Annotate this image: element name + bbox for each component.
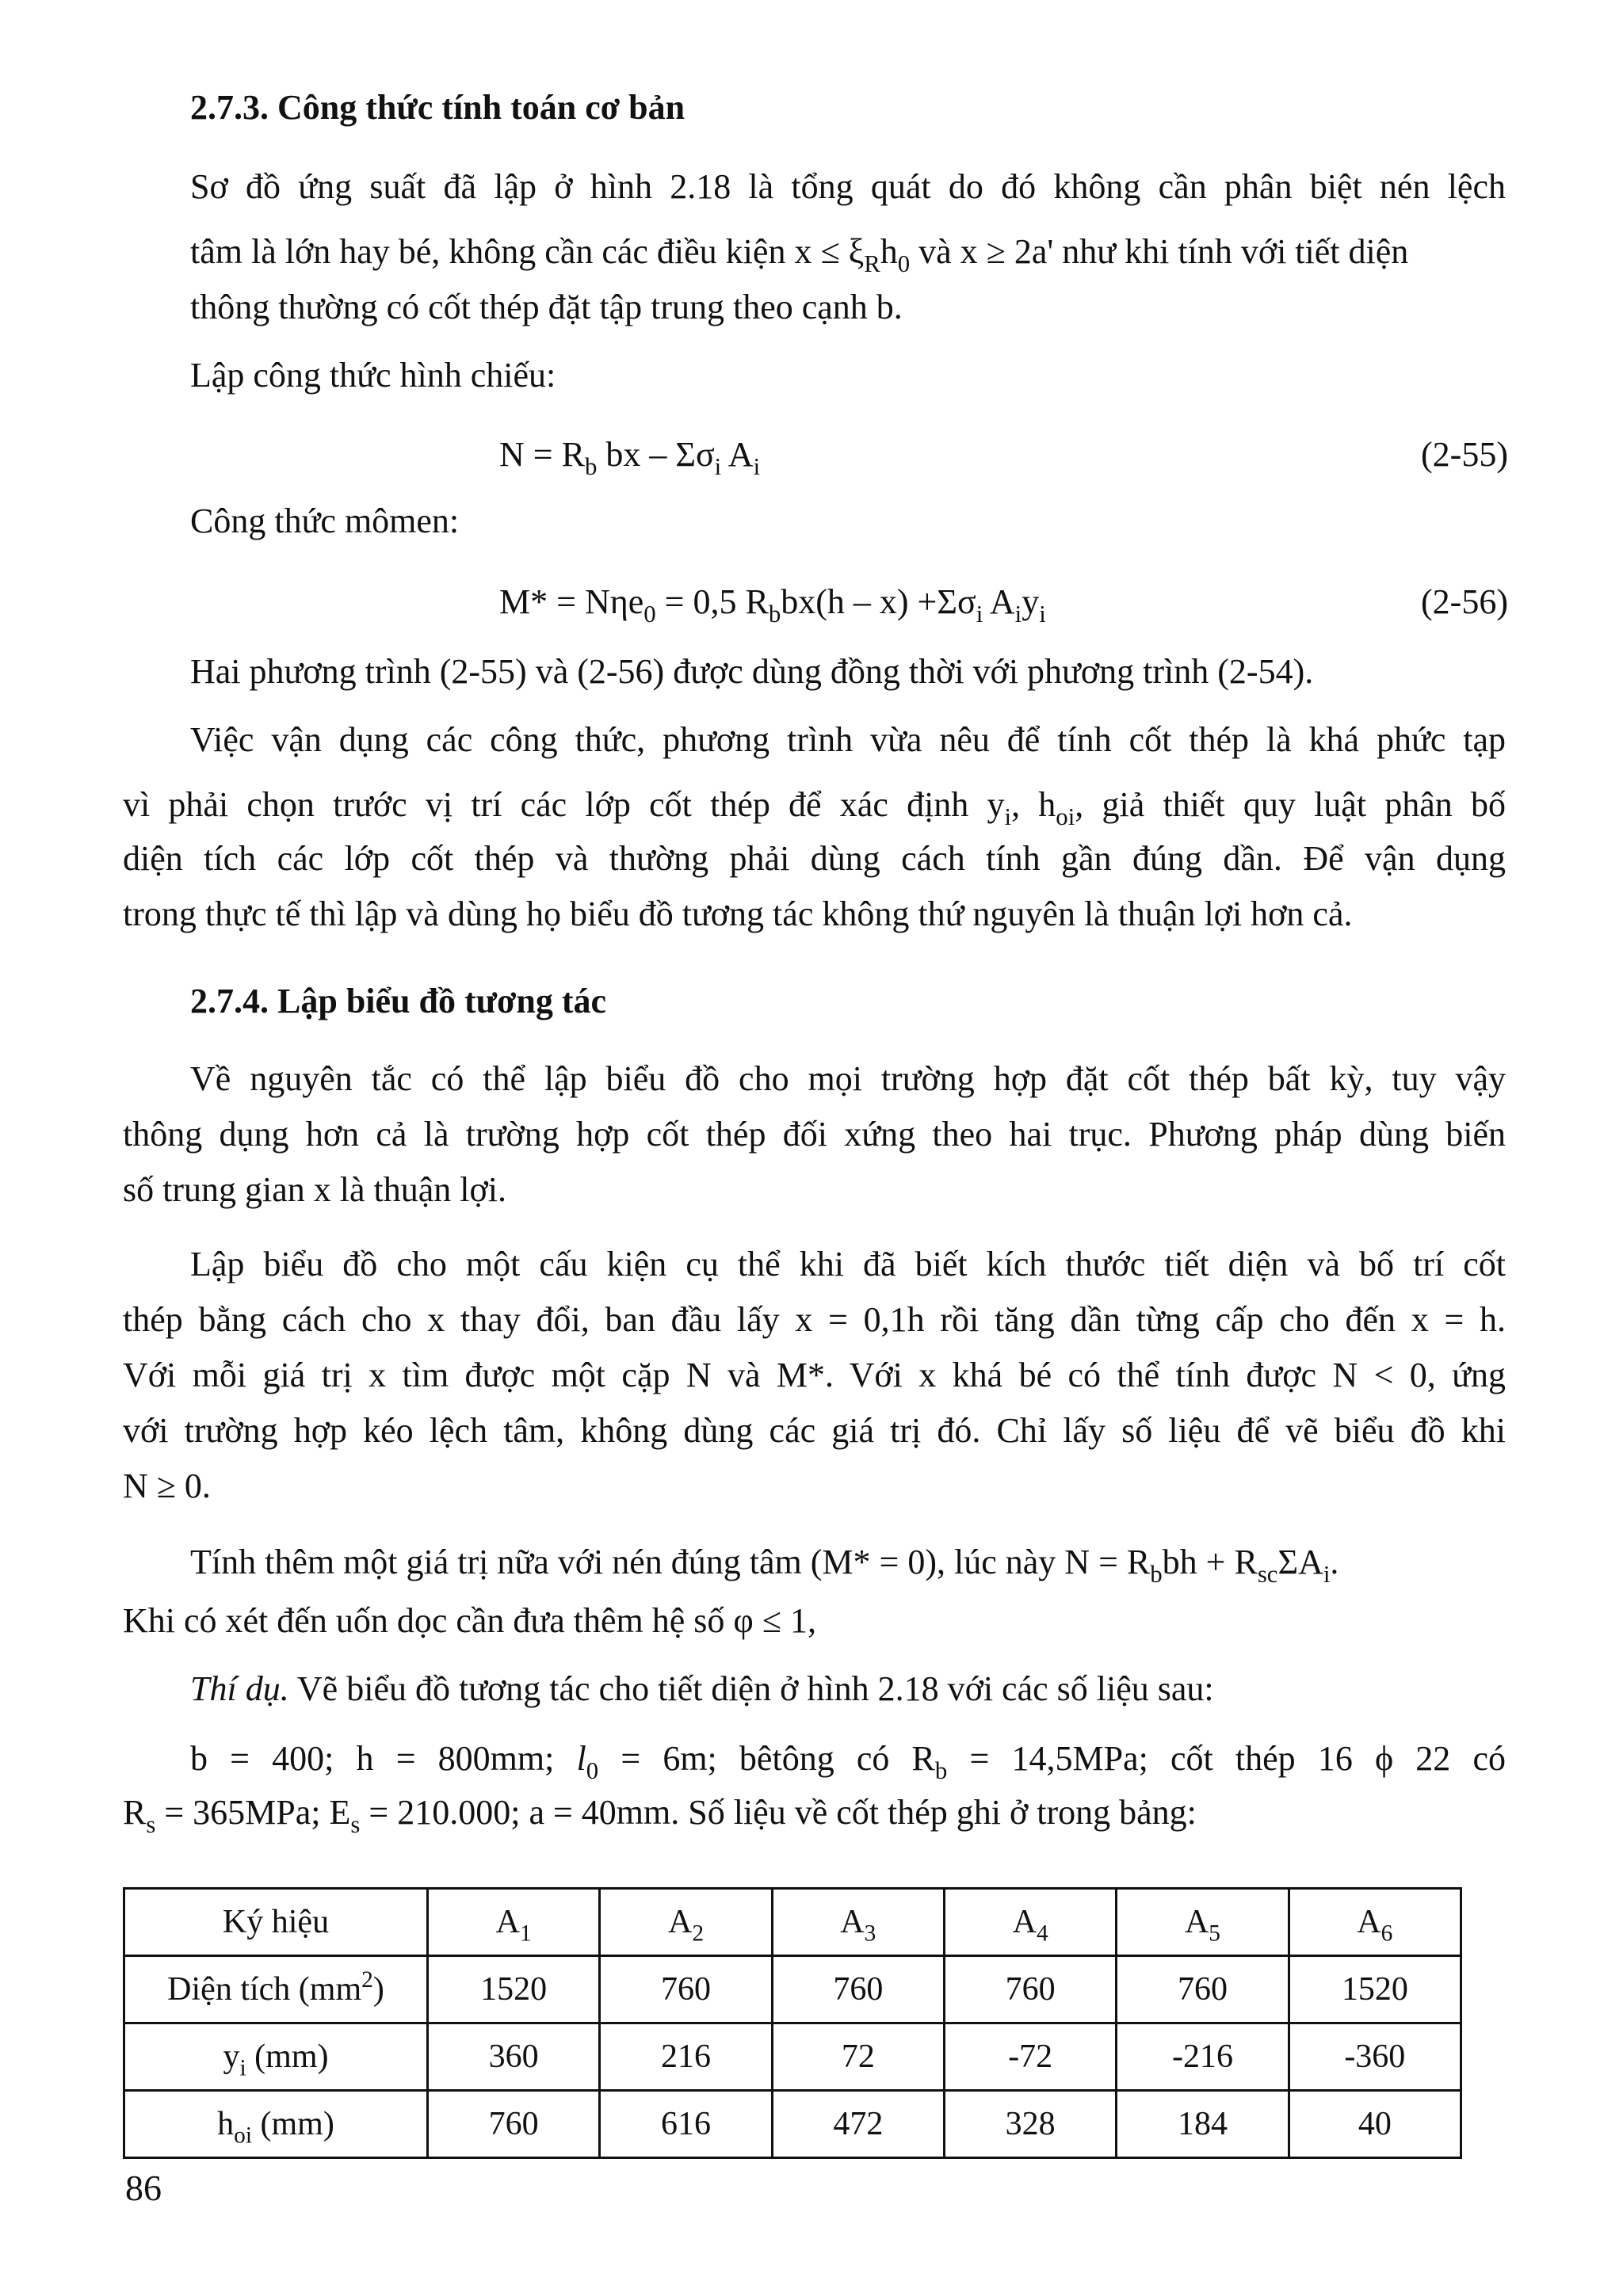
table-cell: $A_3$: [772, 1889, 944, 1956]
paragraph-simultaneous: Hai phương trình (2-55) và (2-56) được dùng đồng thời với phương trình (2-54).: [190, 652, 1314, 691]
paragraph-line: Sơ đồ ứng suất đã lập ở hình 2.18 là tổng quát do đó không cần phân biệt nén lệch: [190, 167, 1506, 206]
section-heading-2-7-3: 2.7.3. Công thức tính toán cơ bản: [190, 88, 685, 127]
equation-2-55: $N = R_b$ bx – $\Sigma\sigma_i$ $A_i$: [499, 435, 761, 480]
table-row: [124, 1889, 1461, 1956]
table-cell: 72: [772, 2023, 944, 2091]
table-cell: 760: [1117, 1956, 1289, 2023]
table-row: [124, 2023, 1461, 2091]
table-cell: 616: [600, 2091, 772, 2158]
paragraph-line: tâm là lớn hay bé, không cần các điều kiện $x \le \xi_Rh_0$ và x ≥ 2a' như khi tính với tiết diện: [190, 232, 1409, 277]
paragraph-line: N ≥ 0.: [123, 1466, 211, 1505]
paragraph-line: Với mỗi giá trị x tìm được một cặp N và M*. Với x khá bé có thể tính được N < 0, ứng: [123, 1356, 1506, 1394]
table-cell: 360: [428, 2023, 600, 2091]
paragraph-line: với trường hợp kéo lệch tâm, không dùng các giá trị đó. Chỉ lấy số liệu để vẽ biểu đồ khi: [123, 1411, 1506, 1450]
table-cell: $A_4$: [944, 1889, 1116, 1956]
paragraph-line: thông thường có cốt thép đặt tập trung theo cạnh b.: [190, 288, 903, 326]
table-cell: 760: [944, 1956, 1116, 2023]
row-header: Diện tích $(mm^2)$: [124, 1956, 428, 2023]
table-cell: 760: [428, 2091, 600, 2158]
table-cell: -72: [944, 2023, 1116, 2091]
table-cell: $A_1$: [428, 1889, 600, 1956]
paragraph-line: số trung gian x là thuận lợi.: [123, 1170, 506, 1209]
table-cell: 216: [600, 2023, 772, 2091]
reinforcement-table: [123, 1887, 1462, 2159]
equation-number: (2-55): [1421, 435, 1508, 474]
paragraph-line: Về nguyên tắc có thể lập biểu đồ cho mọi trường hợp đặt cốt thép bất kỳ, tuy vậy: [190, 1059, 1506, 1098]
paragraph-line: Tính thêm một giá trị nữa với nén đúng tâm (M* = 0), lúc này $N = R_bbh + R_{sc}\Sigma A_i$.: [190, 1543, 1339, 1588]
table-cell: 760: [600, 1956, 772, 2023]
table-cell: 1520: [428, 1956, 600, 2023]
paragraph-line: vì phải chọn trước vị trí các lớp cốt thép để xác định $y_i$, $h_{oi}$, giả thiết quy luật phân bố: [123, 785, 1507, 830]
projection-intro: Lập công thức hình chiếu:: [190, 356, 556, 395]
equation-number: (2-56): [1421, 582, 1508, 621]
example-intro: Thí dụ. Vẽ biểu đồ tương tác cho tiết diện ở hình 2.18 với các số liệu sau:: [190, 1669, 1214, 1708]
equation-2-56: M* = Nηe$_0$ = 0,5 $R_bbx(h - x) +\Sigma\sigma_i$ $A_iy_i$: [499, 582, 1046, 627]
page-number: 86: [125, 2168, 162, 2208]
table-cell: 40: [1289, 2091, 1461, 2158]
paragraph-line: Việc vận dụng các công thức, phương trình vừa nêu để tính cốt thép là khá phức tạp: [190, 720, 1506, 759]
paragraph-line: trong thực tế thì lập và dùng họ biểu đồ tương tác không thứ nguyên là thuận lợi hơn cả.: [123, 894, 1353, 933]
section-heading-2-7-4: 2.7.4. Lập biểu đồ tương tác: [190, 982, 607, 1020]
paragraph-line: Khi có xét đến uốn dọc cần đưa thêm hệ số φ ≤ 1,: [123, 1601, 816, 1640]
table-row: [124, 2091, 1461, 2158]
example-line: $R_s = 365MPa$; $E_s = 210.000$; a = 40mm. Số liệu về cốt thép ghi ở trong bảng:: [123, 1793, 1197, 1838]
table-cell: -216: [1117, 2023, 1289, 2091]
row-header: $h_{oi}$ (mm): [124, 2091, 428, 2158]
table-cell: 184: [1117, 2091, 1289, 2158]
moment-intro: Công thức mômen:: [190, 502, 460, 540]
row-header: $y_i$ (mm): [124, 2023, 428, 2091]
example-line: b = 400; h = 800mm; $l_0 = 6m$; bêtông có $R_b = 14,5MPa$; cốt thép 16 ϕ 22 có: [190, 1739, 1507, 1784]
paragraph-line: diện tích các lớp cốt thép và thường phải dùng cách tính gần đúng dần. Để vận dụng: [123, 839, 1506, 878]
table-cell: -360: [1289, 2023, 1461, 2091]
row-header: Ký hiệu: [124, 1889, 428, 1956]
table-cell: $A_6$: [1289, 1889, 1461, 1956]
table-cell: $A_2$: [600, 1889, 772, 1956]
paragraph-line: thép bằng cách cho x thay đổi, ban đầu lấy x = 0,1h rồi tăng dần từng cấp cho đến x = h.: [123, 1300, 1506, 1339]
table-cell: 1520: [1289, 1956, 1461, 2023]
paragraph-line: Lập biểu đồ cho một cấu kiện cụ thể khi đã biết kích thước tiết diện và bố trí cốt: [190, 1245, 1506, 1283]
table-cell: 328: [944, 2091, 1116, 2158]
table-cell: $A_5$: [1117, 1889, 1289, 1956]
table-row: [124, 1956, 1461, 2023]
paragraph-line: thông dụng hơn cả là trường hợp cốt thép đối xứng theo hai trục. Phương pháp dùng biến: [123, 1115, 1506, 1154]
table-cell: 760: [772, 1956, 944, 2023]
table-cell: 472: [772, 2091, 944, 2158]
